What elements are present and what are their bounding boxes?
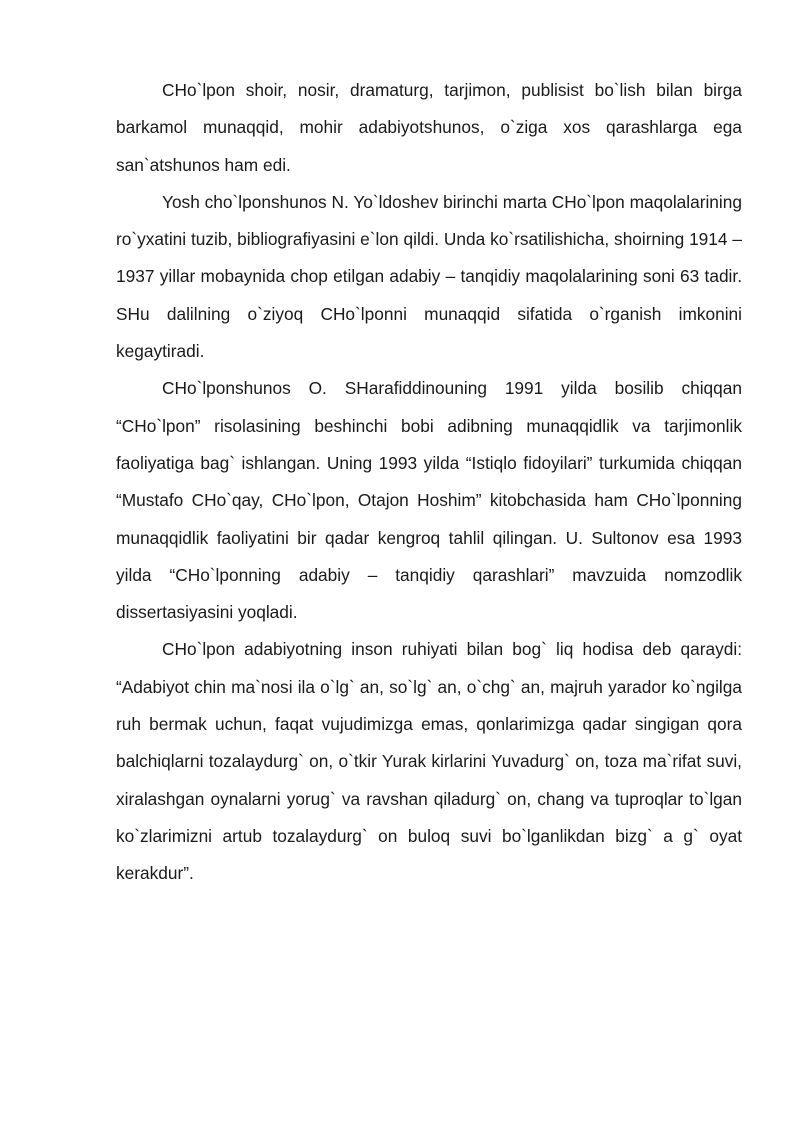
paragraph-4: CHo`lpon adabiyotning inson ruhiyati bilan bog` liq hodisa deb qaraydi: “Adabiyot chin ma`nosi ila o`lg` an, so`lg` an, o`chg` an, majruh yarador ko`ngilga ruh bermak uchun, faqat vujudimizga emas, qonlarimizga qadar singigan qora balchiqlarni tozalaydurg` on, o`tkir Yurak kirlarini Yuvadurg` on, toza ma`rifat suvi, xiralashgan oynalarni yorug` va ravshan qiladurg` on, chang va tuproqlar to`lgan ko`zlarimizni artub tozalaydurg` on buloq suvi bo`lganlikdan bizg` a g` oyat kerakdur”. — [116, 639, 742, 884]
paragraph-3: CHo`lponshunos O. SHarafiddinouning 1991 yilda bosilib chiqqan “CHo`lpon” risolasining beshinchi bobi adibning munaqqidlik va tarjimonlik faoliyatiga bag` ishlangan. Uning 1993 yilda “Istiqlo fidoyilari” turkumida chiqqan “Mustafo CHo`qay, CHo`lpon, Otajon Hoshim” kitobchasida ham CHo`lponning munaqqidlik faoliyatini bir qadar kengroq tahlil qilingan. U. Sultonov esa 1993 yilda “CHo`lponning adabiy – tanqidiy qarashlari” mavzuida nomzodlik dissertasiyasini yoqladi. — [116, 378, 742, 623]
document-page — [116, 72, 742, 893]
paragraph-2: Yosh cho`lponshunos N. Yo`ldoshev birinchi marta CHo`lpon maqolalarining ro`yxatini tuzib, bibliografiyasini e`lon qildi. Unda ko`rsatilishicha, shoirning 1914 – 1937 yillar mobaynida chop etilgan adabiy – tanqidiy maqolalarining soni 63 tadir. SHu dalilning o`ziyoq CHo`lponni munaqqid sifatida o`rganish imkonini kegaytiradi. — [116, 191, 742, 362]
paragraph-1: CHo`lpon shoir, nosir, dramaturg, tarjimon, publisist bo`lish bilan birga barkamol munaqqid, mohir adabiyotshunos, o`ziga xos qarashlarga ega san`atshunos ham edi. — [116, 80, 742, 175]
